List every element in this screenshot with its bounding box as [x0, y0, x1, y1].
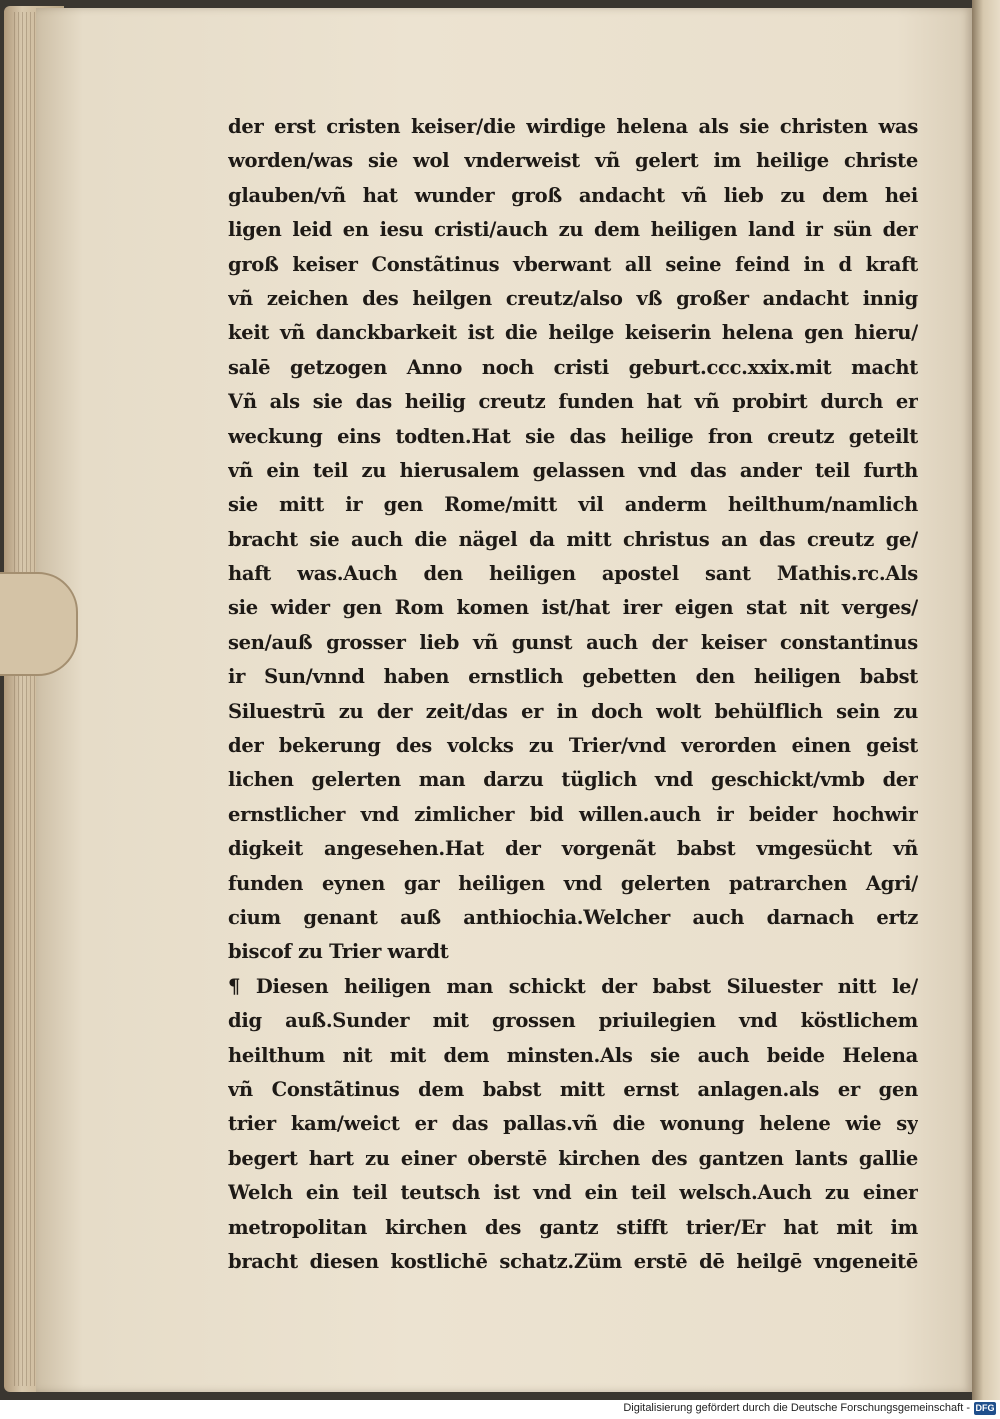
text-line [228, 763, 918, 797]
text-line [228, 1176, 918, 1210]
digitization-credit: Digitalisierung gefördert durch die Deutsche Forschungsgemeinschaft - [623, 1402, 970, 1414]
text-line-content: bracht sie auch die nägel da mitt christus an das creutz ge/ [228, 527, 918, 551]
text-line-content: sie wider gen Rom komen ist/hat irer eigen stat nit verges/ [228, 596, 918, 620]
text-line-content: lichen gelerten man darzu tüglich vnd geschickt/vmb der [228, 768, 918, 792]
text-line-content: Siluestrū zu der zeit/das er in doch wolt behülflich sein zu [228, 699, 918, 723]
text-line-content: digkeit angesehen.Hat der vorgenãt babst vmgesücht vñ [228, 837, 918, 861]
text-line-content: vñ zeichen des heilgen creutz/also vß großer andacht innig [228, 286, 918, 310]
binding-gutter [972, 0, 1000, 1400]
text-line-content: Vñ als sie das heilig creutz funden hat vñ probirt durch er [228, 390, 918, 414]
text-line [228, 454, 918, 488]
text-line [228, 248, 918, 282]
text-line-content: worden/was sie wol vnderweist vñ gelert im heilige christe [228, 149, 918, 173]
text-line [228, 523, 918, 557]
text-line [228, 935, 918, 969]
text-line-content: ¶ Diesen heiligen man schickt der babst Siluester nitt le/ [228, 974, 918, 998]
text-line [228, 832, 918, 866]
text-line [228, 1039, 918, 1073]
text-line [228, 316, 918, 350]
text-line [228, 351, 918, 385]
text-line-content: vñ ein teil zu hierusalem gelassen vnd das ander teil furth [228, 458, 918, 482]
text-line-content: ligen leid en iesu cristi/auch zu dem heiligen land ir sün der [228, 218, 918, 242]
text-line-content: bracht diesen kostlichē schatz.Züm erstē dē heilgē vngeneitē [228, 1249, 918, 1273]
text-line-content: sie mitt ir gen Rome/mitt vil anderm heilthum/namlich [228, 493, 918, 517]
text-line-content: begert hart zu einer oberstē kirchen des gantzen lants gallie [228, 1146, 918, 1170]
text-line [228, 557, 918, 591]
text-line-content: groß keiser Constãtinus vberwant all seine feind in d kraft [228, 252, 918, 276]
text-line [228, 660, 918, 694]
text-line [228, 798, 918, 832]
text-line [228, 970, 918, 1004]
text-line-content: ernstlicher vnd zimlicher bid willen.auch ir beider hochwir [228, 802, 918, 826]
text-line [228, 626, 918, 660]
text-line [228, 1211, 918, 1245]
text-line [228, 1004, 918, 1038]
text-line [228, 144, 918, 178]
text-line [228, 179, 918, 213]
text-line [228, 591, 918, 625]
text-line-content: vñ Constãtinus dem babst mitt ernst anlagen.als er gen [228, 1077, 918, 1101]
text-line [228, 729, 918, 763]
text-line-content: metropolitan kirchen des gantz stifft trier/Er hat mit im [228, 1215, 918, 1239]
text-line [228, 867, 918, 901]
dfg-logo: DFG [975, 1403, 995, 1413]
text-line-content: der erst cristen keiser/die wirdige helena als sie christen was [228, 115, 918, 138]
body-text [228, 110, 918, 1279]
text-line-content: salē getzogen Anno noch cristi geburt.ccc.xxix.mit macht [228, 355, 918, 379]
text-line [228, 1107, 918, 1141]
text-line-content: sen/auß grosser lieb vñ gunst auch der keiser constantinus [228, 630, 918, 654]
text-line-content: heilthum nit mit dem minsten.Als sie auch beide Helena [228, 1043, 918, 1067]
text-line [228, 282, 918, 316]
text-line [228, 385, 918, 419]
text-line [228, 1142, 918, 1176]
text-line-content: der bekerung des volcks zu Trier/vnd verorden einen geist [228, 734, 918, 758]
text-line-content: funden eynen gar heiligen vnd gelerten patrarchen Agri/ [228, 871, 918, 895]
text-line [228, 110, 918, 144]
text-line-content: ir Sun/vnnd haben ernstlich gebetten den heiligen babst [228, 665, 918, 689]
text-line-content: keit vñ danckbarkeit ist die heilge keiserin helena gen hieru/ [228, 321, 918, 345]
text-line-content: weckung eins todten.Hat sie das heilige fron creutz geteilt [228, 424, 918, 448]
text-line-content: dig auß.Sunder mit grossen priuilegien vnd köstlichem [228, 1009, 918, 1033]
text-line [228, 1245, 918, 1279]
text-line-content: haft was.Auch den heiligen apostel sant Mathis.rc.Als [228, 562, 918, 586]
text-line [228, 695, 918, 729]
text-line [228, 213, 918, 247]
text-line [228, 901, 918, 935]
text-line [228, 1073, 918, 1107]
text-line-content: glauben/vñ hat wunder groß andacht vñ lieb zu dem hei [228, 183, 918, 207]
bookmark-tab [0, 572, 78, 676]
text-line-content: biscof zu Trier wardt [228, 940, 449, 964]
text-line [228, 488, 918, 522]
text-line-content: trier kam/weict er das pallas.vñ die wonung helene wie sy [228, 1112, 918, 1136]
text-line-content: Welch ein teil teutsch ist vnd ein teil welsch.Auch zu einer [228, 1181, 918, 1205]
text-line-content: cium genant auß anthiochia.Welcher auch darnach ertz [228, 905, 918, 929]
text-line [228, 420, 918, 454]
